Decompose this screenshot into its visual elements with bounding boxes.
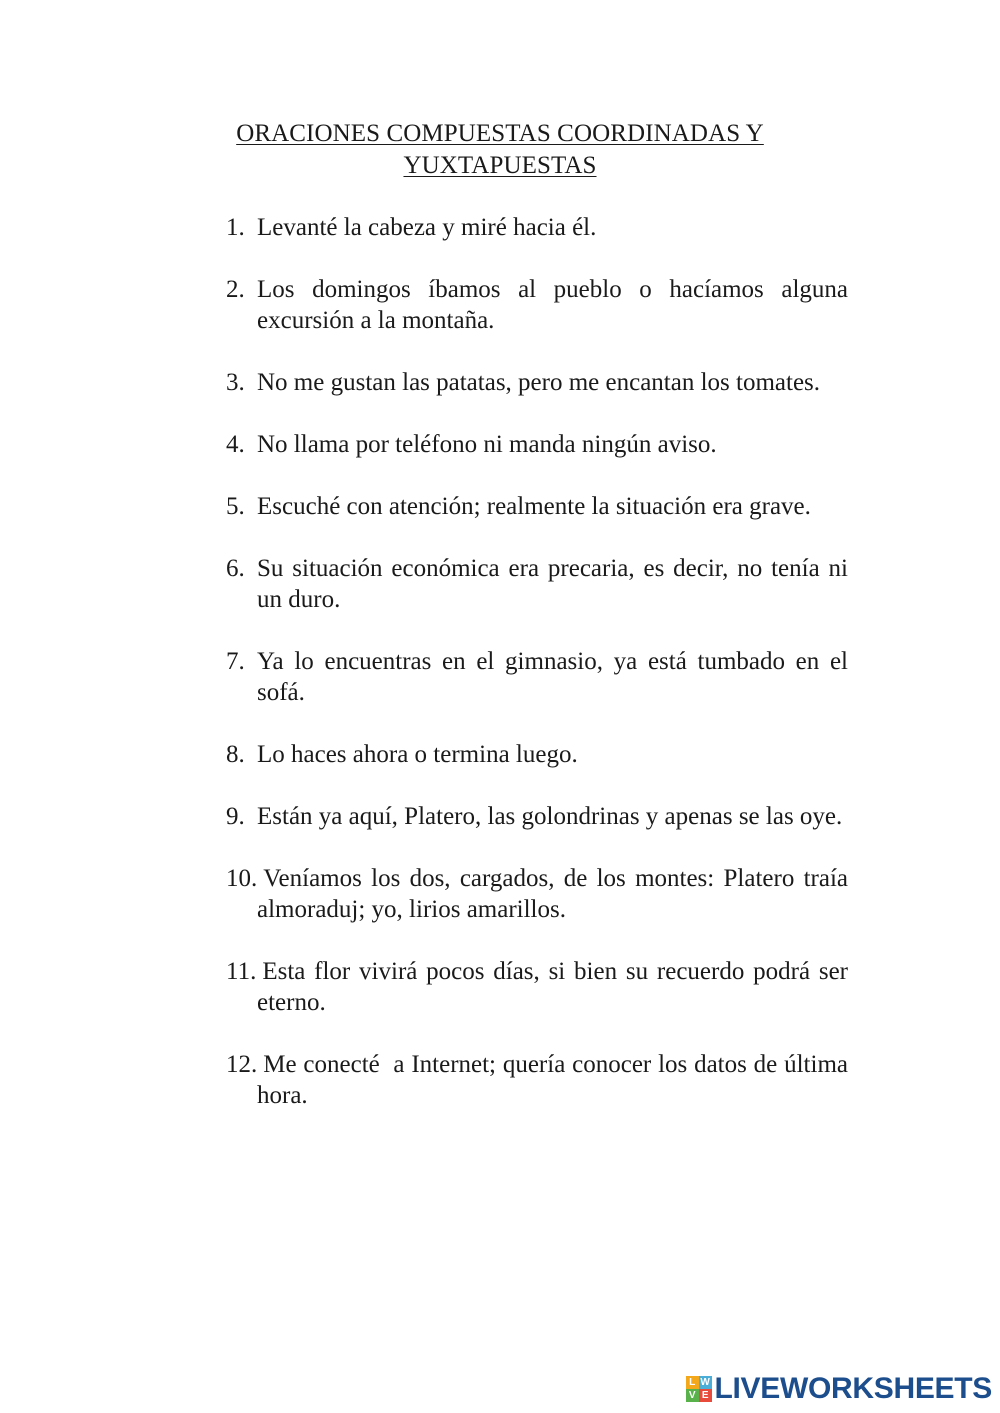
item-number: 6. <box>226 555 245 582</box>
item-text: Me conecté a Internet; quería conocer los datos de última hora. <box>257 1051 855 1109</box>
item-text: Esta flor vivirá pocos días, si bien su recuerdo podrá ser eterno. <box>257 958 848 1016</box>
list-item <box>226 429 848 460</box>
liveworksheets-logo[interactable] <box>686 1372 993 1406</box>
item-number: 3. <box>226 369 245 396</box>
list-item <box>226 863 848 925</box>
item-number: 7. <box>226 648 245 675</box>
list-item <box>226 1049 855 1111</box>
list-item <box>226 553 848 615</box>
item-text: Están ya aquí, Platero, las golondrinas y apenas se las oye. <box>257 803 843 830</box>
item-text: No me gustan las patatas, pero me encantan los tomates. <box>257 369 821 396</box>
item-number: 10. <box>226 865 258 892</box>
logo-tile: V <box>686 1389 699 1402</box>
logo-tile: L <box>686 1376 699 1389</box>
item-text: Ya lo encuentras en el gimnasio, ya está tumbado en el sofá. <box>257 648 848 706</box>
list-item <box>226 274 848 336</box>
logo-tile: W <box>700 1377 710 1388</box>
item-text: Los domingos íbamos al pueblo o hacíamos alguna excursión a la montaña. <box>257 276 848 334</box>
sentence-list <box>226 212 855 1142</box>
item-text: Lo haces ahora o termina luego. <box>257 741 578 768</box>
item-number: 2. <box>226 276 245 303</box>
item-text: Levanté la cabeza y miré hacia él. <box>257 214 597 241</box>
item-text: Escuché con atención; realmente la situación era grave. <box>257 493 811 520</box>
brand-name: LIVEWORKSHEETS <box>714 1372 992 1405</box>
title-line-2: YUXTAPUESTAS <box>403 152 597 179</box>
item-number: 4. <box>226 431 245 458</box>
item-number: 12. <box>226 1051 258 1078</box>
logo-tile: E <box>699 1389 712 1402</box>
item-number: 8. <box>226 741 245 768</box>
list-item <box>226 491 848 522</box>
item-number: 11. <box>226 958 257 985</box>
item-number: 5. <box>226 493 245 520</box>
item-number: 9. <box>226 803 245 830</box>
page-title <box>160 118 840 182</box>
title-line-1: ORACIONES COMPUESTAS COORDINADAS Y <box>236 120 764 147</box>
list-item <box>226 646 848 708</box>
item-number: 1. <box>226 214 245 241</box>
list-item <box>226 212 848 243</box>
liveworksheets-logo-icon <box>686 1376 712 1402</box>
item-text: Su situación económica era precaria, es decir, no tenía ni un duro. <box>257 555 848 613</box>
list-item <box>226 956 848 1018</box>
item-text: Veníamos los dos, cargados, de los montes: Platero traía almoraduj; yo, lirios amarillos. <box>257 865 848 923</box>
list-item <box>226 367 848 398</box>
list-item <box>226 801 848 832</box>
item-text: No llama por teléfono ni manda ningún aviso. <box>257 431 717 458</box>
list-item <box>226 739 848 770</box>
